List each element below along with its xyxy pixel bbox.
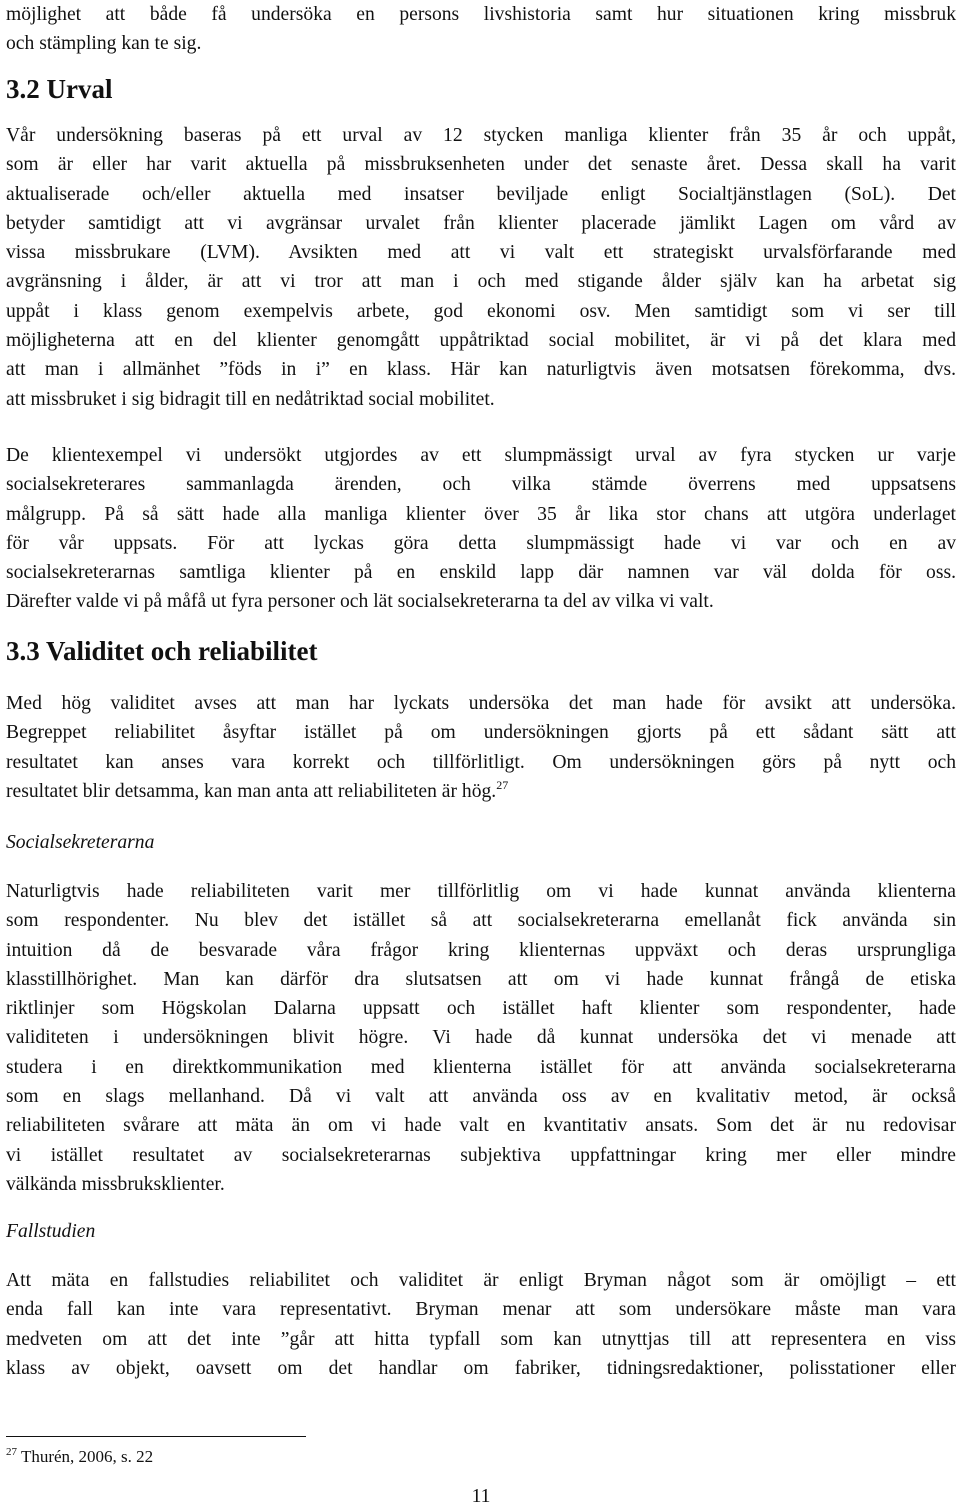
- urval-paragraph-2: [6, 441, 956, 617]
- text-line: Med hög validitet avses att man har lyckats undersöka det man hade för avsikt att undersöka.: [6, 693, 956, 714]
- text-line: för vår uppsats. För att lyckas göra detta slumpmässigt hade vi var och en av: [6, 532, 956, 554]
- text-line: att man i allmänhet ”föds in i” en klass. Här kan naturligtvis även motsatsen förekomma, dvs.: [6, 359, 956, 381]
- section-heading-urval: 3.2 Urval: [6, 74, 113, 104]
- text-line: klass av objekt, oavsett om det handlar om fabriker, tidningsredaktioner, polisstationer eller: [6, 1357, 956, 1379]
- text-line: Vår undersökning baseras på ett urval av 12 stycken manliga klienter från 35 år och uppåt,: [6, 125, 956, 146]
- text-line: socialsekreterarnas samtliga klienter på en enskild lapp där namnen var väl dolda för oss.: [6, 562, 956, 584]
- text-line: Naturligtvis hade reliabiliteten varit mer tillförlitlig om vi hade kunnat använda klienterna: [6, 881, 956, 902]
- text-line: välkända missbruksklienter.: [6, 1173, 225, 1195]
- text-segment: resultatet blir detsamma, kan man anta att reliabiliteten är hög.: [6, 780, 497, 802]
- footnote-text: Thurén, 2006, s. 22: [20, 1447, 154, 1466]
- subheading-fallstudien: Fallstudien: [6, 1221, 96, 1242]
- footnote-reference[interactable]: 27: [496, 777, 509, 792]
- section-heading-validitet: 3.3 Validitet och reliabilitet: [6, 636, 318, 666]
- text-line: enda fall kan inte vara representativt. Bryman menar att som undersökare måste man vara: [6, 1299, 956, 1321]
- text-line: möjligheterna att en del klienter genomgått uppåtriktad social mobilitet, är vi på det klara med: [6, 330, 956, 352]
- urval-paragraph-1: [6, 121, 956, 414]
- page-number: 11: [471, 1486, 491, 1507]
- text-line: uppåt i klass genom exempelvis arbete, god ekonomi osv. Men samtidigt som vi ser till: [6, 300, 956, 322]
- text-line: medveten om att det inte ”går att hitta typfall som kan utnyttjas till att representera en viss: [6, 1328, 956, 1350]
- text-line: socialsekreterares sammanlagda ärenden, och vilka stämde överrens med uppsatsens: [6, 474, 956, 496]
- validitet-paragraph: [6, 689, 956, 806]
- footnote-number: 27: [6, 1446, 17, 1458]
- text-line: målgrupp. På så sätt hade alla manliga klienter över 35 år lika stor chans att utgöra underlaget: [6, 503, 956, 525]
- intro-paragraph: [6, 0, 956, 59]
- fallstudien-paragraph: [6, 1266, 956, 1383]
- socialsekreterarna-paragraph: [6, 877, 956, 1199]
- text-line: aktualiserade och/eller aktuella med insatser beviljade enligt Socialtjänstlagen (SoL). Det: [6, 183, 956, 205]
- footnote-divider: [6, 1436, 306, 1437]
- text-line: och stämpling kan te sig.: [6, 33, 202, 55]
- text-line: möjlighet att både få undersöka en persons livshistoria samt hur situationen kring missbruk: [6, 4, 956, 25]
- text-line: vi istället resultatet av socialsekreterarnas subjektiva uppfattningar kring mer eller mindre: [6, 1144, 956, 1166]
- text-line: Att mäta en fallstudies reliabilitet och validitet är enligt Bryman något som är omöjligt – ett: [6, 1270, 956, 1291]
- text-line: som en slags mellanhand. Då vi valt att använda oss av en kvalitativ metod, är också: [6, 1086, 956, 1108]
- text-line: resultatet kan anses vara korrekt och tillförlitligt. Om undersökningen görs på nytt och: [6, 751, 956, 773]
- text-line: avgränsning i ålder, är att vi tror att man i och med stigande ålder själv kan ha arbetat sig: [6, 271, 956, 293]
- text-line: som är eller har varit aktuella på missbruksenheten under det senaste året. Dessa skall ha varit: [6, 154, 956, 176]
- text-line: De klientexempel vi undersökt utgjordes av ett slumpmässigt urval av fyra stycken ur varje: [6, 445, 956, 466]
- text-line: att missbruket i sig bidragit till en nedåtriktad social mobilitet.: [6, 388, 495, 410]
- text-line: riktlinjer som Högskolan Dalarna uppsatt och istället haft klienter som respondenter, hade: [6, 998, 956, 1020]
- text-line: reliabiliteten svårare att mäta än om vi hade valt en kvantitativ ansats. Som det är nu redovisar: [6, 1115, 956, 1137]
- text-line: Begreppet reliabilitet åsyftar istället på om undersökningen gjorts på ett sådant sätt att: [6, 722, 956, 744]
- footnote: [6, 1442, 153, 1471]
- text-line: Därefter valde vi på måfå ut fyra personer och lät socialsekreterarna ta del av vilka vi valt.: [6, 591, 714, 613]
- text-line: [6, 777, 956, 806]
- text-line: validiteten i undersökningen blivit högre. Vi hade då kunnat undersöka det vi menade att: [6, 1027, 956, 1049]
- text-line: betyder samtidigt att vi avgränsar urvalet från klienter placerade jämlikt Lagen om vård av: [6, 212, 956, 234]
- text-line: klasstillhörighet. Man kan därför dra slutsatsen att om vi hade kunnat frångå de etiska: [6, 968, 956, 990]
- text-line: studera i en direktkommunikation med klienterna istället för att använda socialsekreterarna: [6, 1056, 956, 1078]
- text-line: intuition då de besvarade våra frågor kring klienternas uppväxt och deras ursprungliga: [6, 939, 956, 961]
- text-line: vissa missbrukare (LVM). Avsikten med att vi valt ett strategiskt urvalsförfarande med: [6, 242, 956, 264]
- text-line: som respondenter. Nu blev det istället så att socialsekreterarna emellanåt fick använda sin: [6, 910, 956, 932]
- subheading-socialsekreterarna: Socialsekreterarna: [6, 832, 155, 853]
